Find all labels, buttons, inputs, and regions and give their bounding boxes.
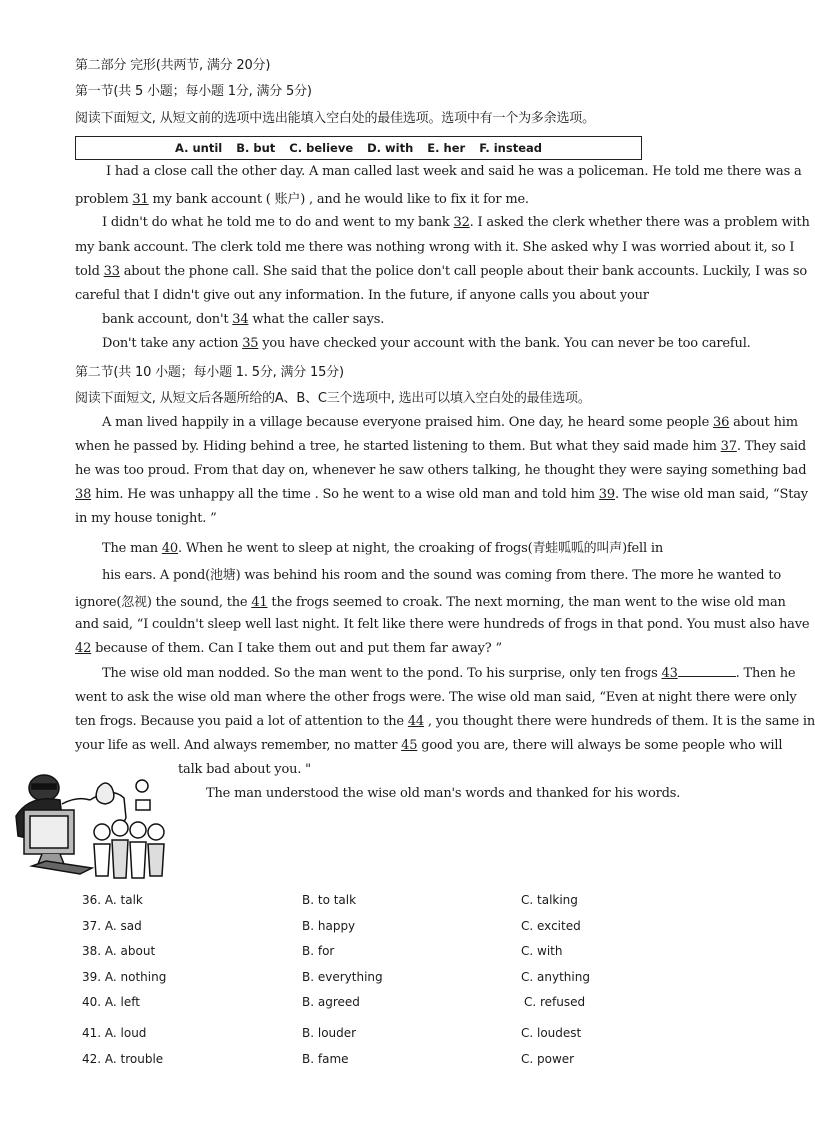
- blank-38: 38: [75, 487, 92, 502]
- choice-a[interactable]: 39. A. nothing: [82, 970, 167, 984]
- passage1-line: problem 31 my bank account ( 账户) , and he would like to fix it for me.: [75, 192, 529, 207]
- option-a: A. until: [174, 141, 223, 155]
- choice-c[interactable]: C. talking: [521, 893, 578, 907]
- blank-44: 44: [407, 714, 424, 729]
- blank-40: 40: [161, 541, 179, 556]
- passage1-line: I had a close call the other day. A man called last week and said he was a policeman. He told me there was a: [106, 164, 802, 179]
- blank-42: 42: [75, 641, 92, 656]
- choice-b[interactable]: B. happy: [302, 919, 356, 933]
- passage2-line: he was too proud. From that day on, whenever he saw others talking, he thought they were saying something bad: [75, 463, 807, 478]
- choice-b[interactable]: B. louder: [302, 1026, 357, 1040]
- passage2-line: talk bad about you. ": [178, 762, 311, 777]
- choice-b[interactable]: B. agreed: [302, 995, 360, 1009]
- blank-33: 33: [103, 264, 120, 279]
- blank-32: 32: [453, 215, 470, 230]
- passage2-line: his ears. A pond(池塘) was behind his room and the sound was coming from there. The more he wanted to: [102, 568, 781, 583]
- passage1-line: Don't take any action 35 you have checked your account with the bank. You can never be too careful.: [102, 336, 751, 351]
- choice-b[interactable]: B. everything: [302, 970, 383, 984]
- passage2-line: 42 because of them. Can I take them out and put them far away? ”: [75, 641, 502, 656]
- blank-37: 37: [720, 439, 737, 454]
- section-title: 第二部分 完形(共两节, 满分 20分): [75, 58, 271, 73]
- passage2-line: your life as well. And always remember, no matter 45 good you are, there will always be some people who will: [75, 738, 783, 753]
- passage2-line: went to ask the wise old man where the other frogs were. The wise old man said, “Even at night there were only: [75, 690, 797, 705]
- choice-c[interactable]: C. loudest: [521, 1026, 582, 1040]
- passage2-line: in my house tonight. ”: [75, 511, 217, 526]
- blank-39: 39: [598, 487, 615, 502]
- part1-instruction: 阅读下面短文, 从短文前的选项中选出能填入空白处的最佳选项。选项中有一个为多余选项。: [75, 111, 595, 126]
- choice-b[interactable]: B. to talk: [302, 893, 357, 907]
- choice-c[interactable]: C. power: [521, 1052, 575, 1066]
- passage2-line: when he passed by. Hiding behind a tree, he started listening to them. But what they said made him 37. They said: [75, 439, 807, 454]
- part2-instruction: 阅读下面短文, 从短文后各题所给的A、B、C三个选项中, 选出可以填入空白处的最佳选项。: [75, 391, 591, 406]
- blank-43-line: [678, 666, 736, 677]
- blank-41: 41: [251, 595, 268, 610]
- choice-a[interactable]: 36. A. talk: [82, 893, 143, 907]
- choice-b[interactable]: B. fame: [302, 1052, 349, 1066]
- choice-a[interactable]: 38. A. about: [82, 944, 156, 958]
- blank-34: 34: [232, 312, 249, 327]
- passage2-line: The wise old man nodded. So the man went to the pond. To his surprise, only ten frogs 43 . Then he: [102, 666, 796, 681]
- passage1-line: bank account, don't 34 what the caller says.: [102, 312, 385, 327]
- choice-a[interactable]: 37. A. sad: [82, 919, 142, 933]
- passage2-line: 38 him. He was unhappy all the time . So he went to a wise old man and told him 39. The wise old man said, “Stay: [75, 487, 808, 502]
- blank-35: 35: [242, 336, 259, 351]
- option-d: D. with: [367, 141, 414, 155]
- passage1-line: I didn't do what he told me to do and went to my bank 32. I asked the clerk whether there was a problem with: [102, 215, 810, 230]
- choice-c[interactable]: C. refused: [524, 995, 586, 1009]
- passage1-line: my bank account. The clerk told me there was nothing wrong with it. She asked why I was worried about it, so I: [75, 240, 795, 255]
- passage2-line: ten frogs. Because you paid a lot of attention to the 44 , you thought there were hundreds of them. It is the same in: [75, 714, 815, 729]
- choice-a[interactable]: 40. A. left: [82, 995, 140, 1009]
- passage1-line: told 33 about the phone call. She said that the police don't call people about their bank accounts. Luckily, I was so: [75, 264, 807, 279]
- choice-c[interactable]: C. with: [521, 944, 563, 958]
- choice-c[interactable]: C. excited: [521, 919, 581, 933]
- passage1-line: careful that I didn't give out any information. In the future, if anyone calls you about your: [75, 288, 649, 303]
- option-e: E. her: [427, 141, 466, 155]
- passage2-line: A man lived happily in a village because everyone praised him. One day, he heard some people 36 about him: [102, 415, 798, 430]
- choice-a[interactable]: 41. A. loud: [82, 1026, 147, 1040]
- blank-45: 45: [401, 738, 418, 753]
- blank-31: 31: [132, 192, 149, 207]
- choice-c[interactable]: C. anything: [521, 970, 590, 984]
- blank-43: 43: [661, 666, 678, 681]
- option-box: [75, 136, 642, 160]
- choice-a[interactable]: 42. A. trouble: [82, 1052, 164, 1066]
- option-b: B. but: [236, 141, 276, 155]
- option-c: C. believe: [289, 141, 354, 155]
- choice-b[interactable]: B. for: [302, 944, 335, 958]
- passage2-line: The man 40. When he went to sleep at night, the croaking of frogs(青蛙呱呱的叫声)fell in: [102, 541, 664, 556]
- passage2-line: and said, “I couldn't sleep well last night. It felt like there were hundreds of frogs in that pond. You must also have: [75, 617, 810, 632]
- passage2-line: ignore(忽视) the sound, the 41 the frogs seemed to croak. The next morning, the man went to the wise old man: [75, 595, 786, 610]
- blank-36: 36: [713, 415, 730, 430]
- cartoon-illustration: [2, 766, 178, 888]
- option-f: F. instead: [479, 141, 542, 155]
- passage2-line: The man understood the wise old man's words and thanked for his words.: [206, 786, 681, 801]
- part2-title: 第二节(共 10 小题；每小题 1. 5分, 满分 15分): [75, 365, 344, 380]
- part1-title: 第一节(共 5 小题；每小题 1分, 满分 5分): [75, 84, 312, 99]
